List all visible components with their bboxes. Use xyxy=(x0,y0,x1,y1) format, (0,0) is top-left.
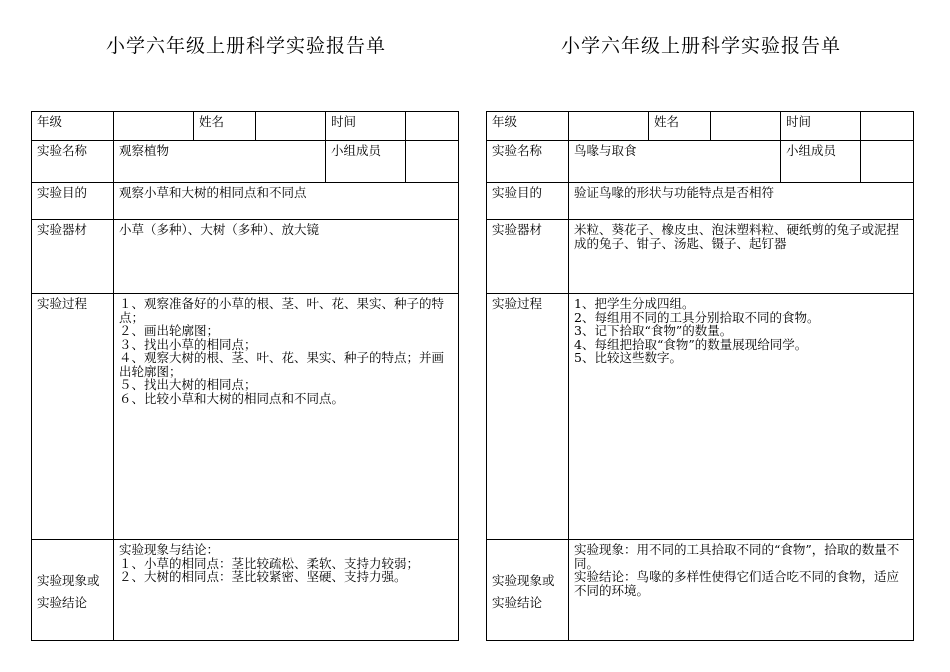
report-table-left xyxy=(31,111,459,641)
experiment-name-label: 实验名称 xyxy=(32,141,114,183)
materials-label: 实验器材 xyxy=(32,220,114,294)
process-label: 实验过程 xyxy=(32,294,114,540)
group-members-value[interactable] xyxy=(406,141,459,183)
materials-label: 实验器材 xyxy=(487,220,569,294)
report-title-right: 小学六年级上册科学实验报告单 xyxy=(561,35,842,57)
report-sheet-left xyxy=(31,111,459,641)
conclusion-value: 实验现象与结论： １、小草的相同点：茎比较疏松、柔软、支持力较弱； ２、大树的相同点：茎比较紧密、坚硬、支持力强。 xyxy=(114,540,459,641)
group-members-value[interactable] xyxy=(861,141,914,183)
name-label: 姓名 xyxy=(649,112,711,141)
purpose-value: 观察小草和大树的相同点和不同点 xyxy=(114,183,459,220)
time-value[interactable] xyxy=(406,112,459,141)
purpose-label: 实验目的 xyxy=(487,183,569,220)
grade-value[interactable] xyxy=(114,112,194,141)
conclusion-value: 实验现象：用不同的工具拾取不同的“食物”，拾取的数量不同。 实验结论：鸟喙的多样性使得它们适合吃不同的食物，适应不同的环境。 xyxy=(569,540,914,641)
conclusion-label-line-2: 实验结论 xyxy=(37,595,88,610)
name-label: 姓名 xyxy=(194,112,256,141)
grade-label: 年级 xyxy=(487,112,569,141)
materials-value: 小草（多种）、大树（多种）、放大镜 xyxy=(114,220,459,294)
time-label: 时间 xyxy=(781,112,861,141)
time-value[interactable] xyxy=(861,112,914,141)
name-value[interactable] xyxy=(256,112,326,141)
group-members-label: 小组成员 xyxy=(326,141,406,183)
process-label: 实验过程 xyxy=(487,294,569,540)
group-members-label: 小组成员 xyxy=(781,141,861,183)
grade-label: 年级 xyxy=(32,112,114,141)
time-label: 时间 xyxy=(326,112,406,141)
experiment-name-value: 观察植物 xyxy=(114,141,326,183)
conclusion-label-line-1: 实验现象或 xyxy=(492,573,555,588)
experiment-name-label: 实验名称 xyxy=(487,141,569,183)
conclusion-label xyxy=(32,540,114,641)
grade-value[interactable] xyxy=(569,112,649,141)
conclusion-label-line-1: 实验现象或 xyxy=(37,573,100,588)
name-value[interactable] xyxy=(711,112,781,141)
report-title-left: 小学六年级上册科学实验报告单 xyxy=(106,35,387,57)
materials-value: 米粒、葵花子、橡皮虫、泡沫塑料粒、硬纸剪的兔子或泥捏成的兔子、钳子、汤匙、镊子、起钉器 xyxy=(569,220,914,294)
purpose-label: 实验目的 xyxy=(32,183,114,220)
conclusion-label-line-2: 实验结论 xyxy=(492,595,543,610)
purpose-value: 验证鸟喙的形状与功能特点是否相符 xyxy=(569,183,914,220)
report-sheet-right xyxy=(486,111,914,641)
conclusion-label xyxy=(487,540,569,641)
process-value: 1、把学生分成四组。 2、每组用不同的工具分别拾取不同的食物。 3、记下拾取“食物”的数量。 4、每组把拾取“食物”的数量展现给同学。 5、比较这些数字。 xyxy=(569,294,914,540)
report-table-right xyxy=(486,111,914,641)
experiment-name-value: 鸟喙与取食 xyxy=(569,141,781,183)
process-value: １、观察准备好的小草的根、茎、叶、花、果实、种子的特点； ２、画出轮廓图； ３、找出小草的相同点； ４、观察大树的根、茎、叶、花、果实、种子的特点；并画出轮廓图； ５、找出大树的相同点； ６、比较小草和大树的相同点和不同点。 xyxy=(114,294,459,540)
